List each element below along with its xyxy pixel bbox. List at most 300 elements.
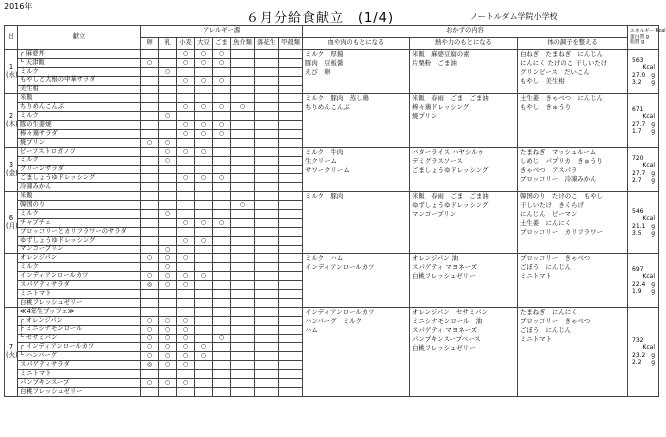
- allergen-mark: [279, 58, 303, 67]
- nutrition-cell: [628, 50, 659, 94]
- day-number: 7: [8, 343, 14, 352]
- ingredient-line: ハンバーグ ミルク: [305, 316, 362, 325]
- allergen-mark: [213, 183, 231, 192]
- allergen-mark: ○: [195, 147, 213, 156]
- nutrition-unit: g: [651, 79, 655, 87]
- allergen-mark: [231, 130, 255, 139]
- allergen-mark: [195, 112, 213, 121]
- allergen-mark: [255, 281, 279, 290]
- ingredient-line: サワークリーム: [305, 165, 350, 174]
- nutrition-unit: g: [651, 222, 655, 230]
- allergen-mark: [177, 307, 195, 316]
- header-okazu: おかずの内容: [303, 26, 628, 38]
- allergen-mark: [213, 361, 231, 370]
- allergen-mark: [195, 67, 213, 76]
- header-red: 血や肉のもとになる: [303, 38, 410, 50]
- ingredient-line: 豚肉 豆板醤: [305, 58, 344, 67]
- allergen-mark: [141, 174, 159, 183]
- ingredient-line: 米飯 春雨 ごま ごま油: [412, 94, 489, 103]
- day-of-week: (金): [6, 168, 18, 177]
- header-green: 体の調子を整える: [518, 38, 628, 50]
- allergen-mark: [159, 183, 177, 192]
- ingredients-yellow: [410, 147, 518, 191]
- allergen-mark: [279, 210, 303, 219]
- nutrition-unit: Kcal: [642, 273, 655, 281]
- allergen-mark: [213, 263, 231, 272]
- nutrition-value: 2.2: [632, 359, 642, 367]
- nutrition-value: 1.9: [632, 288, 642, 296]
- dish-name: ゆずしょうゆドレッシング: [18, 236, 141, 245]
- nutrition-unit: g: [651, 128, 655, 136]
- allergen-mark: [231, 254, 255, 263]
- nutrition-fat: [632, 79, 657, 87]
- ingredient-line: マンゴープリン: [412, 210, 457, 219]
- nutrition-value: 2.7: [632, 177, 642, 185]
- allergen-mark: [213, 85, 231, 94]
- allergen-mark: [279, 138, 303, 147]
- nutrition-energy: [632, 336, 657, 352]
- allergen-mark: [279, 103, 303, 112]
- allergen-mark: [177, 245, 195, 254]
- allergen-mark: [255, 94, 279, 103]
- ingredient-line: スパゲティ マヨネーズ: [412, 263, 478, 272]
- nutrition-value: 671: [632, 105, 644, 113]
- allergen-mark: ○: [159, 343, 177, 352]
- allergen-mark: ○: [195, 58, 213, 67]
- allergen-mark: ○: [141, 343, 159, 352]
- ingredients-red: [303, 254, 410, 307]
- allergen-mark: [213, 281, 231, 290]
- allergen-mark: ○: [159, 325, 177, 334]
- ingredients-green: [518, 94, 628, 147]
- allergen-mark: [255, 201, 279, 210]
- allergen-mark: [255, 361, 279, 370]
- allergen-mark: [159, 218, 177, 227]
- allergen-mark: [141, 307, 159, 316]
- dish-name: チャプチェ: [18, 218, 141, 227]
- allergen-mark: [255, 272, 279, 281]
- allergen-mark: [255, 138, 279, 147]
- allergen-mark: ○: [195, 343, 213, 352]
- dish-name: └ 天津飯: [18, 58, 141, 67]
- allergen-mark: [231, 85, 255, 94]
- allergen-mark: [195, 361, 213, 370]
- allergen-mark: [159, 387, 177, 396]
- nutrition-cell: [628, 192, 659, 254]
- allergen-mark: [213, 272, 231, 281]
- nutrition-value: 3.2: [632, 79, 642, 87]
- allergen-mark: [255, 307, 279, 316]
- allergen-mark: [279, 370, 303, 379]
- nutrition-value: 22.4: [632, 280, 646, 288]
- ingredient-line: ミルク 豚肉 蒸し鶏: [305, 94, 369, 103]
- allergen-mark: [213, 138, 231, 147]
- allergen-mark: ○: [195, 218, 213, 227]
- allergen-mark: [195, 378, 213, 387]
- allergen-mark: ○: [159, 245, 177, 254]
- nutrition-fat: [632, 288, 657, 296]
- allergen-mark: [255, 58, 279, 67]
- allergen-mark: ○: [177, 334, 195, 343]
- allergen-mark: [231, 210, 255, 219]
- allergen-mark: ○: [159, 112, 177, 121]
- allergen-mark: ○: [141, 334, 159, 343]
- allergen-mark: [231, 378, 255, 387]
- ingredient-line: パンプキンスープベース: [412, 334, 481, 343]
- ingredient-line: オレンジパン セサミパン: [412, 307, 488, 316]
- ingredients-green: [518, 192, 628, 254]
- ingredients-red: [303, 50, 410, 94]
- nutrition-unit: g: [651, 177, 655, 185]
- allergen-mark: ○: [195, 103, 213, 112]
- nutrition-value: 3.5: [632, 230, 642, 238]
- allergen-mark: [255, 50, 279, 59]
- dish-name: スパゲティサラダ: [18, 281, 141, 290]
- header-allergen-peanut: 落花生: [255, 38, 279, 50]
- dish-row: [5, 192, 659, 201]
- dish-name: ビーフストロガノフ: [18, 147, 141, 156]
- header-yellow: 熱や力のもとになる: [410, 38, 518, 50]
- allergen-mark: [213, 156, 231, 165]
- nutrition-value: 23.2: [632, 351, 646, 359]
- allergen-mark: [213, 245, 231, 254]
- allergen-mark: ○: [195, 352, 213, 361]
- header-allergen-seafood: 魚介類: [231, 38, 255, 50]
- ingredient-line: ハム: [305, 325, 318, 334]
- allergen-mark: [279, 334, 303, 343]
- allergen-mark: [255, 156, 279, 165]
- allergen-mark: [279, 147, 303, 156]
- allergen-mark: [177, 138, 195, 147]
- allergen-mark: [195, 201, 213, 210]
- ingredient-line: にんじん ピーマン: [520, 210, 578, 219]
- allergen-mark: [141, 76, 159, 85]
- allergen-mark: [141, 236, 159, 245]
- allergen-mark: [141, 156, 159, 165]
- allergen-mark: [213, 307, 231, 316]
- nutrition-value: 563: [632, 56, 644, 64]
- day-number: 3: [8, 160, 14, 169]
- nutrition-unit: g: [651, 359, 655, 367]
- header-allergen-crustacean: 甲殻類: [279, 38, 303, 50]
- allergen-mark: [159, 130, 177, 139]
- allergen-mark: [141, 370, 159, 379]
- allergen-mark: ○: [159, 361, 177, 370]
- allergen-mark: [195, 245, 213, 254]
- menu-table: [4, 25, 666, 397]
- dish-name: パンプキンスープ: [18, 378, 141, 387]
- dish-name: ミニトマト: [18, 370, 141, 379]
- allergen-mark: [279, 156, 303, 165]
- allergen-mark: [231, 156, 255, 165]
- allergen-mark: [255, 290, 279, 299]
- day-cell: [5, 94, 18, 147]
- ingredient-line: ミニシナモンロール 油: [412, 316, 483, 325]
- dish-name: ミルク: [18, 67, 141, 76]
- nutrition-value: 1.7: [632, 128, 642, 136]
- allergen-mark: ○: [159, 378, 177, 387]
- allergen-mark: ○: [195, 272, 213, 281]
- allergen-mark: ○: [159, 67, 177, 76]
- dish-name: └ ハンバーグ: [18, 352, 141, 361]
- ingredient-line: 棒々鶏ドレッシング: [412, 103, 470, 112]
- day-of-week-text: 木: [8, 119, 16, 128]
- ingredients-red: [303, 192, 410, 254]
- allergen-mark: ○: [141, 316, 159, 325]
- allergen-mark: [195, 263, 213, 272]
- allergen-mark: [255, 236, 279, 245]
- allergen-mark: [141, 290, 159, 299]
- ingredient-line: ミルク ハム: [305, 254, 344, 263]
- allergen-mark: [231, 138, 255, 147]
- header-allergen-soy: 大豆: [195, 38, 213, 50]
- nutrition-fat: [632, 359, 657, 367]
- allergen-mark: [195, 254, 213, 263]
- nutrition-unit: Kcal: [642, 215, 655, 223]
- allergen-mark: [195, 183, 213, 192]
- allergen-mark: [255, 103, 279, 112]
- allergen-mark: [213, 147, 231, 156]
- ingredients-red: [303, 307, 410, 396]
- nutrition-value: 27.7: [632, 120, 646, 128]
- allergen-mark: [279, 85, 303, 94]
- allergen-mark: ○: [195, 236, 213, 245]
- allergen-mark: [177, 94, 195, 103]
- allergen-mark: [279, 378, 303, 387]
- dish-name: 焼プリン: [18, 138, 141, 147]
- ingredients-green: [518, 307, 628, 396]
- allergen-mark: ○: [177, 281, 195, 290]
- ingredient-line: もやし きゅうり: [520, 103, 572, 112]
- menu-body: [5, 50, 659, 397]
- allergen-mark: [255, 67, 279, 76]
- day-of-week: (火): [6, 350, 18, 359]
- dish-name: ごましょうゆドレッシング: [18, 174, 141, 183]
- allergen-mark: ○: [177, 58, 195, 67]
- allergen-mark: ○: [141, 58, 159, 67]
- allergen-mark: [141, 103, 159, 112]
- allergen-mark: [195, 227, 213, 236]
- allergen-mark: [231, 147, 255, 156]
- ingredients-green: [518, 50, 628, 94]
- allergen-mark: [255, 183, 279, 192]
- day-of-week: (月): [6, 221, 18, 230]
- dish-row: [5, 147, 659, 156]
- allergen-mark: [279, 192, 303, 201]
- allergen-mark: [231, 112, 255, 121]
- nutrition-unit: Kcal: [642, 344, 655, 352]
- dish-name: グリーンサラダ: [18, 165, 141, 174]
- allergen-mark: [255, 192, 279, 201]
- allergen-mark: [255, 85, 279, 94]
- allergen-mark: ○: [213, 334, 231, 343]
- allergen-mark: [141, 94, 159, 103]
- allergen-mark: [141, 298, 159, 307]
- allergen-mark: [141, 227, 159, 236]
- allergen-mark: [159, 94, 177, 103]
- allergen-mark: ○: [159, 147, 177, 156]
- year-label: 2016年: [4, 2, 33, 11]
- day-of-week-text: 火: [8, 350, 16, 359]
- nutrition-value: 732: [632, 336, 644, 344]
- allergen-mark: ○: [195, 130, 213, 139]
- allergen-mark: ○: [231, 201, 255, 210]
- ingredient-line: ミニトマト: [520, 272, 552, 281]
- allergen-mark: [141, 165, 159, 174]
- nutrition-fat: [632, 177, 657, 185]
- allergen-mark: [255, 343, 279, 352]
- dish-name: ミルク: [18, 156, 141, 165]
- allergen-mark: [195, 138, 213, 147]
- allergen-mark: [279, 245, 303, 254]
- allergen-mark: [231, 290, 255, 299]
- allergen-mark: ○: [141, 352, 159, 361]
- ingredient-line: 焼プリン: [412, 112, 438, 121]
- allergen-mark: ○: [159, 138, 177, 147]
- allergen-mark: [231, 58, 255, 67]
- allergen-mark: [213, 290, 231, 299]
- allergen-mark: ○: [213, 103, 231, 112]
- allergen-mark: [213, 67, 231, 76]
- dish-name: 韓国のり: [18, 201, 141, 210]
- allergen-mark: [231, 121, 255, 130]
- allergen-mark: ○: [213, 76, 231, 85]
- ingredient-line: ちりめんこんぶ: [305, 103, 350, 112]
- ingredients-yellow: [410, 50, 518, 94]
- allergen-mark: ○: [141, 138, 159, 147]
- allergen-mark: ○: [159, 263, 177, 272]
- allergen-mark: [255, 370, 279, 379]
- allergen-mark: [255, 121, 279, 130]
- dish-name: ミルク: [18, 112, 141, 121]
- ingredient-line: ゆずしょうゆドレッシング: [412, 201, 489, 210]
- dish-name: 米飯: [18, 94, 141, 103]
- nutrition-unit: g: [651, 288, 655, 296]
- allergen-mark: [279, 50, 303, 59]
- allergen-mark: [279, 352, 303, 361]
- allergen-mark: [141, 210, 159, 219]
- header-allergen-sesame: ごま: [213, 38, 231, 50]
- allergen-mark: ○: [195, 174, 213, 183]
- allergen-mark: [177, 290, 195, 299]
- day-of-week-text: 月: [8, 221, 16, 230]
- ingredient-line: しめじ パプリカ きゅうり: [520, 156, 603, 165]
- allergen-mark: [213, 165, 231, 174]
- allergen-mark: ○: [159, 316, 177, 325]
- allergen-mark: [195, 281, 213, 290]
- allergen-mark: [159, 165, 177, 174]
- allergen-mark: [177, 370, 195, 379]
- allergen-mark: ○: [231, 103, 255, 112]
- allergen-mark: ○: [177, 147, 195, 156]
- nutrition-unit: Kcal: [642, 113, 655, 121]
- allergen-mark: [279, 298, 303, 307]
- allergen-mark: [231, 281, 255, 290]
- allergen-mark: ○: [177, 121, 195, 130]
- header-menu: 献立: [18, 26, 141, 50]
- ingredients-green: [518, 147, 628, 191]
- allergen-mark: [255, 147, 279, 156]
- day-cell: [5, 50, 18, 94]
- ingredient-line: バターライス ハヤシルゥ: [412, 147, 484, 156]
- dish-row: [5, 50, 659, 59]
- allergen-mark: [213, 378, 231, 387]
- allergen-mark: [159, 121, 177, 130]
- allergen-mark: [213, 192, 231, 201]
- nutrition-unit: g: [651, 169, 655, 177]
- allergen-mark: [231, 76, 255, 85]
- allergen-mark: [231, 361, 255, 370]
- nutrition-fat: [632, 128, 657, 136]
- allergen-mark: [279, 325, 303, 334]
- nutrition-cell: [628, 147, 659, 191]
- allergen-mark: ○: [213, 50, 231, 59]
- allergen-mark: [255, 352, 279, 361]
- allergen-mark: [231, 307, 255, 316]
- allergen-mark: [279, 218, 303, 227]
- allergen-mark: [279, 130, 303, 139]
- allergen-mark: ○: [177, 103, 195, 112]
- ingredient-line: ブロッコリー きゃべつ: [520, 316, 591, 325]
- day-cell: [5, 147, 18, 191]
- allergen-mark: [255, 130, 279, 139]
- day-cell: [5, 254, 18, 307]
- dish-name: ≪4年生ブッフェ≫: [18, 307, 141, 316]
- header-allergy: アレルギー源: [141, 26, 303, 38]
- allergen-mark: [159, 307, 177, 316]
- ingredient-line: 米飯 麻婆豆腐の素: [412, 50, 470, 58]
- allergen-mark: [231, 50, 255, 59]
- dish-name: 冷凍みかん: [18, 183, 141, 192]
- allergen-mark: [159, 103, 177, 112]
- allergen-mark: [255, 245, 279, 254]
- allergen-mark: [279, 272, 303, 281]
- allergen-mark: [177, 227, 195, 236]
- header-allergen-milk: 乳: [159, 38, 177, 50]
- ingredients-red: [303, 147, 410, 191]
- allergen-mark: [231, 174, 255, 183]
- ingredient-line: デミグラスソース: [412, 156, 463, 165]
- allergen-mark: [279, 112, 303, 121]
- dish-name: もやしと大根の中華サラダ: [18, 76, 141, 85]
- allergen-mark: [255, 174, 279, 183]
- header-allergen-egg: 卵: [141, 38, 159, 50]
- allergen-mark: [195, 298, 213, 307]
- allergen-mark: [231, 94, 255, 103]
- allergen-mark: [141, 85, 159, 94]
- allergen-mark: ○: [177, 325, 195, 334]
- dish-name: ミルク: [18, 263, 141, 272]
- allergen-mark: [213, 94, 231, 103]
- dish-name: 白桃フレッシュゼリー: [18, 387, 141, 396]
- allergen-mark: [255, 165, 279, 174]
- allergen-mark: [177, 192, 195, 201]
- dish-name: 米飯: [18, 192, 141, 201]
- ingredient-line: ミルク 牛肉: [305, 147, 344, 156]
- allergen-mark: [255, 263, 279, 272]
- nutrition-unit: g: [651, 280, 655, 288]
- day-number: 6: [8, 214, 14, 223]
- allergen-mark: [231, 245, 255, 254]
- nutrition-cell: [628, 307, 659, 396]
- allergen-mark: [255, 334, 279, 343]
- ingredients-yellow: [410, 307, 518, 396]
- ingredients-green: [518, 254, 628, 307]
- allergen-mark: ○: [177, 76, 195, 85]
- allergen-mark: [177, 156, 195, 165]
- allergen-mark: [141, 121, 159, 130]
- dish-name: 白桃フレッシュゼリー: [18, 298, 141, 307]
